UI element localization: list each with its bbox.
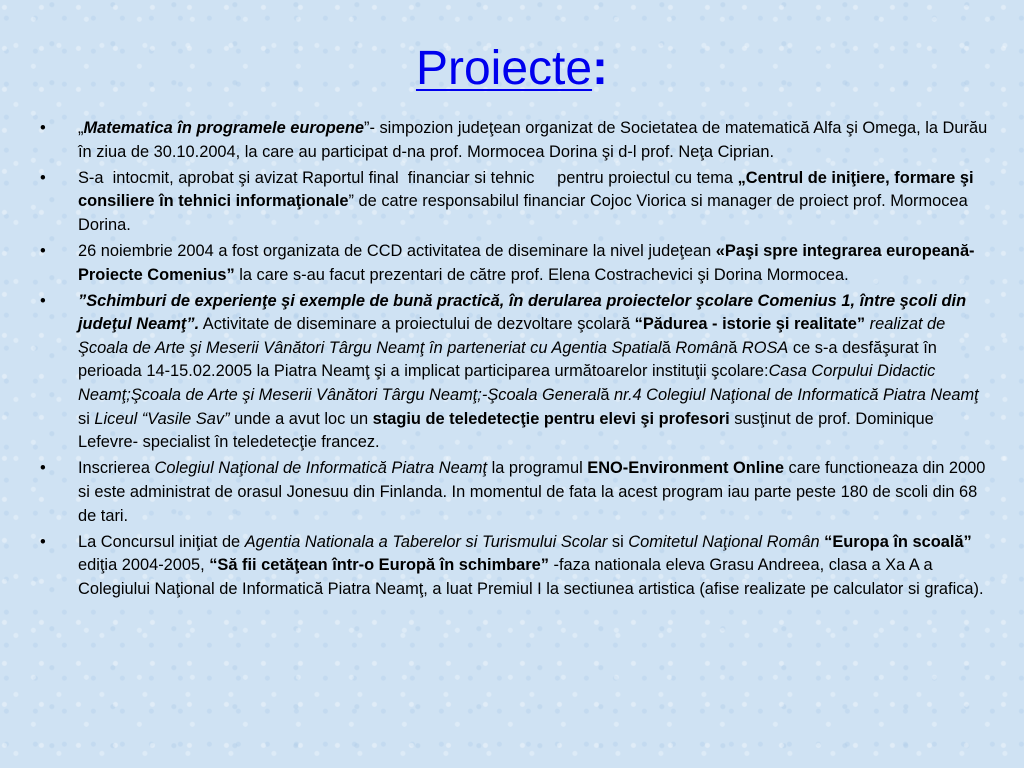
text-segment: stagiu de teledetecţie pentru elevi şi profesori bbox=[372, 409, 730, 428]
text-segment: Matematica în programele europene bbox=[83, 119, 365, 137]
text-segment: ”- simpozion judeţean organizat de Societatea de matematică Alfa şi Omega, la Durău în ziua de 30.10.2004, la care au participat d-na prof. Mormocea Dorina şi d-l prof. Neţa Ciprian. bbox=[78, 119, 988, 161]
text-segment: Inscrierea bbox=[78, 459, 155, 478]
text-segment: ediţia 2004-2005, bbox=[78, 556, 210, 575]
text-segment: „ bbox=[78, 119, 84, 137]
bullet-item-1 bbox=[40, 117, 988, 164]
text-segment: la care s-au facut prezentari de către prof. Elena Costrachevici şi Dorina Mormocea. bbox=[234, 265, 849, 284]
text-segment: ” de catre responsabilul financiar Cojoc Viorica si manager de proiect prof. Mormocea Dorina. bbox=[78, 192, 968, 234]
text-segment: nr.4 Colegiul Naţional de Informatică Piatra Neamţ bbox=[609, 386, 979, 405]
bullet-item-4 bbox=[40, 290, 988, 455]
text-segment: -faza nationala eleva Grasu Andreea, clasa a Xa A a Colegiului Naţional de Informatică Piatra Neamţ, a luat Premiul I la sectiunea artistica (afise realizate pe calculator si grafica). bbox=[78, 556, 984, 598]
text-segment: Român bbox=[670, 338, 729, 357]
text-segment: unde a avut loc un bbox=[229, 409, 373, 428]
bullet-list bbox=[40, 117, 988, 604]
bullet-item-3 bbox=[40, 240, 988, 287]
text-segment: Liceul “Vasile Sav” bbox=[94, 409, 230, 428]
bullet-item-5 bbox=[40, 457, 988, 528]
text-segment: ă bbox=[661, 338, 671, 357]
slide-title-word: Proiecte bbox=[415, 42, 593, 95]
text-segment: S-a intocmit, aprobat şi avizat Raportul final financiar si tehnic pentru proiectul cu tema bbox=[78, 168, 738, 187]
text-segment: la programul bbox=[487, 459, 588, 478]
text-segment: realizat de Şcoala de Arte şi Meserii Vânători Târgu Neamţ în parteneriat cu Agentia Spatial bbox=[78, 315, 946, 357]
text-segment: ă bbox=[728, 338, 738, 357]
bullet-item-6 bbox=[40, 531, 988, 602]
text-segment: ”Schimburi de experienţe şi exemple de bună practică, în derularea proiectelor şcolare Comenius 1, între şcoli din judeţul Neamţ”. bbox=[78, 291, 967, 334]
bullet-item-2 bbox=[40, 167, 988, 238]
text-segment: “Europa în scoală” bbox=[824, 532, 972, 551]
text-segment: La Concursul iniţiat de bbox=[78, 532, 245, 551]
text-segment: ă bbox=[600, 386, 610, 405]
text-segment: “Să fii cetăţean într-o Europă în schimbare” bbox=[209, 556, 549, 575]
text-segment: “Pădurea - istorie şi realitate” bbox=[634, 315, 866, 334]
text-segment: care functioneaza din 2000 si este administrat de orasul Jonesuu din Finlanda. In momentul de fata la acest program iau parte peste 180 de scoli din 68 de tari. bbox=[78, 459, 986, 525]
slide-title-colon: : bbox=[592, 42, 609, 95]
text-segment: susţinut de prof. Dominique Lefevre- specialist în teledetecţie francez. bbox=[78, 409, 934, 452]
text-segment: Activitate de diseminare a proiectului de dezvoltare şcolară bbox=[199, 315, 635, 334]
slide-title bbox=[0, 38, 1024, 100]
text-segment: Casa Corpului Didactic Neamţ;Şcoala de Arte şi Meserii Vânători Târgu Neamţ;-Şcoala General bbox=[78, 362, 936, 405]
text-segment: ROSA bbox=[737, 338, 789, 357]
text-segment: ce s-a desfăşurat în perioada 14-15.02.2005 la Piatra Neamţ şi a implicat participarea următoarelor instituţii şcolare: bbox=[78, 338, 937, 381]
text-segment: si bbox=[607, 532, 629, 551]
text-segment: Colegiul Naţional de Informatică Piatra Neamţ bbox=[154, 459, 488, 478]
text-segment: Agentia Nationala a Taberelor si Turismului Scolar bbox=[244, 532, 608, 551]
text-segment: „Centrul de iniţiere, formare şi consiliere în tehnici informaţionale bbox=[78, 168, 974, 211]
text-segment: si bbox=[78, 409, 95, 428]
text-segment: ENO-Environment Online bbox=[587, 459, 784, 478]
text-segment: 26 noiembrie 2004 a fost organizata de CCD activitatea de diseminare la nivel judeţean bbox=[78, 241, 716, 260]
text-segment: «Paşi spre integrarea europeană-Proiecte Comenius” bbox=[78, 241, 975, 284]
text-segment: Comitetul Naţional Român bbox=[628, 532, 820, 551]
